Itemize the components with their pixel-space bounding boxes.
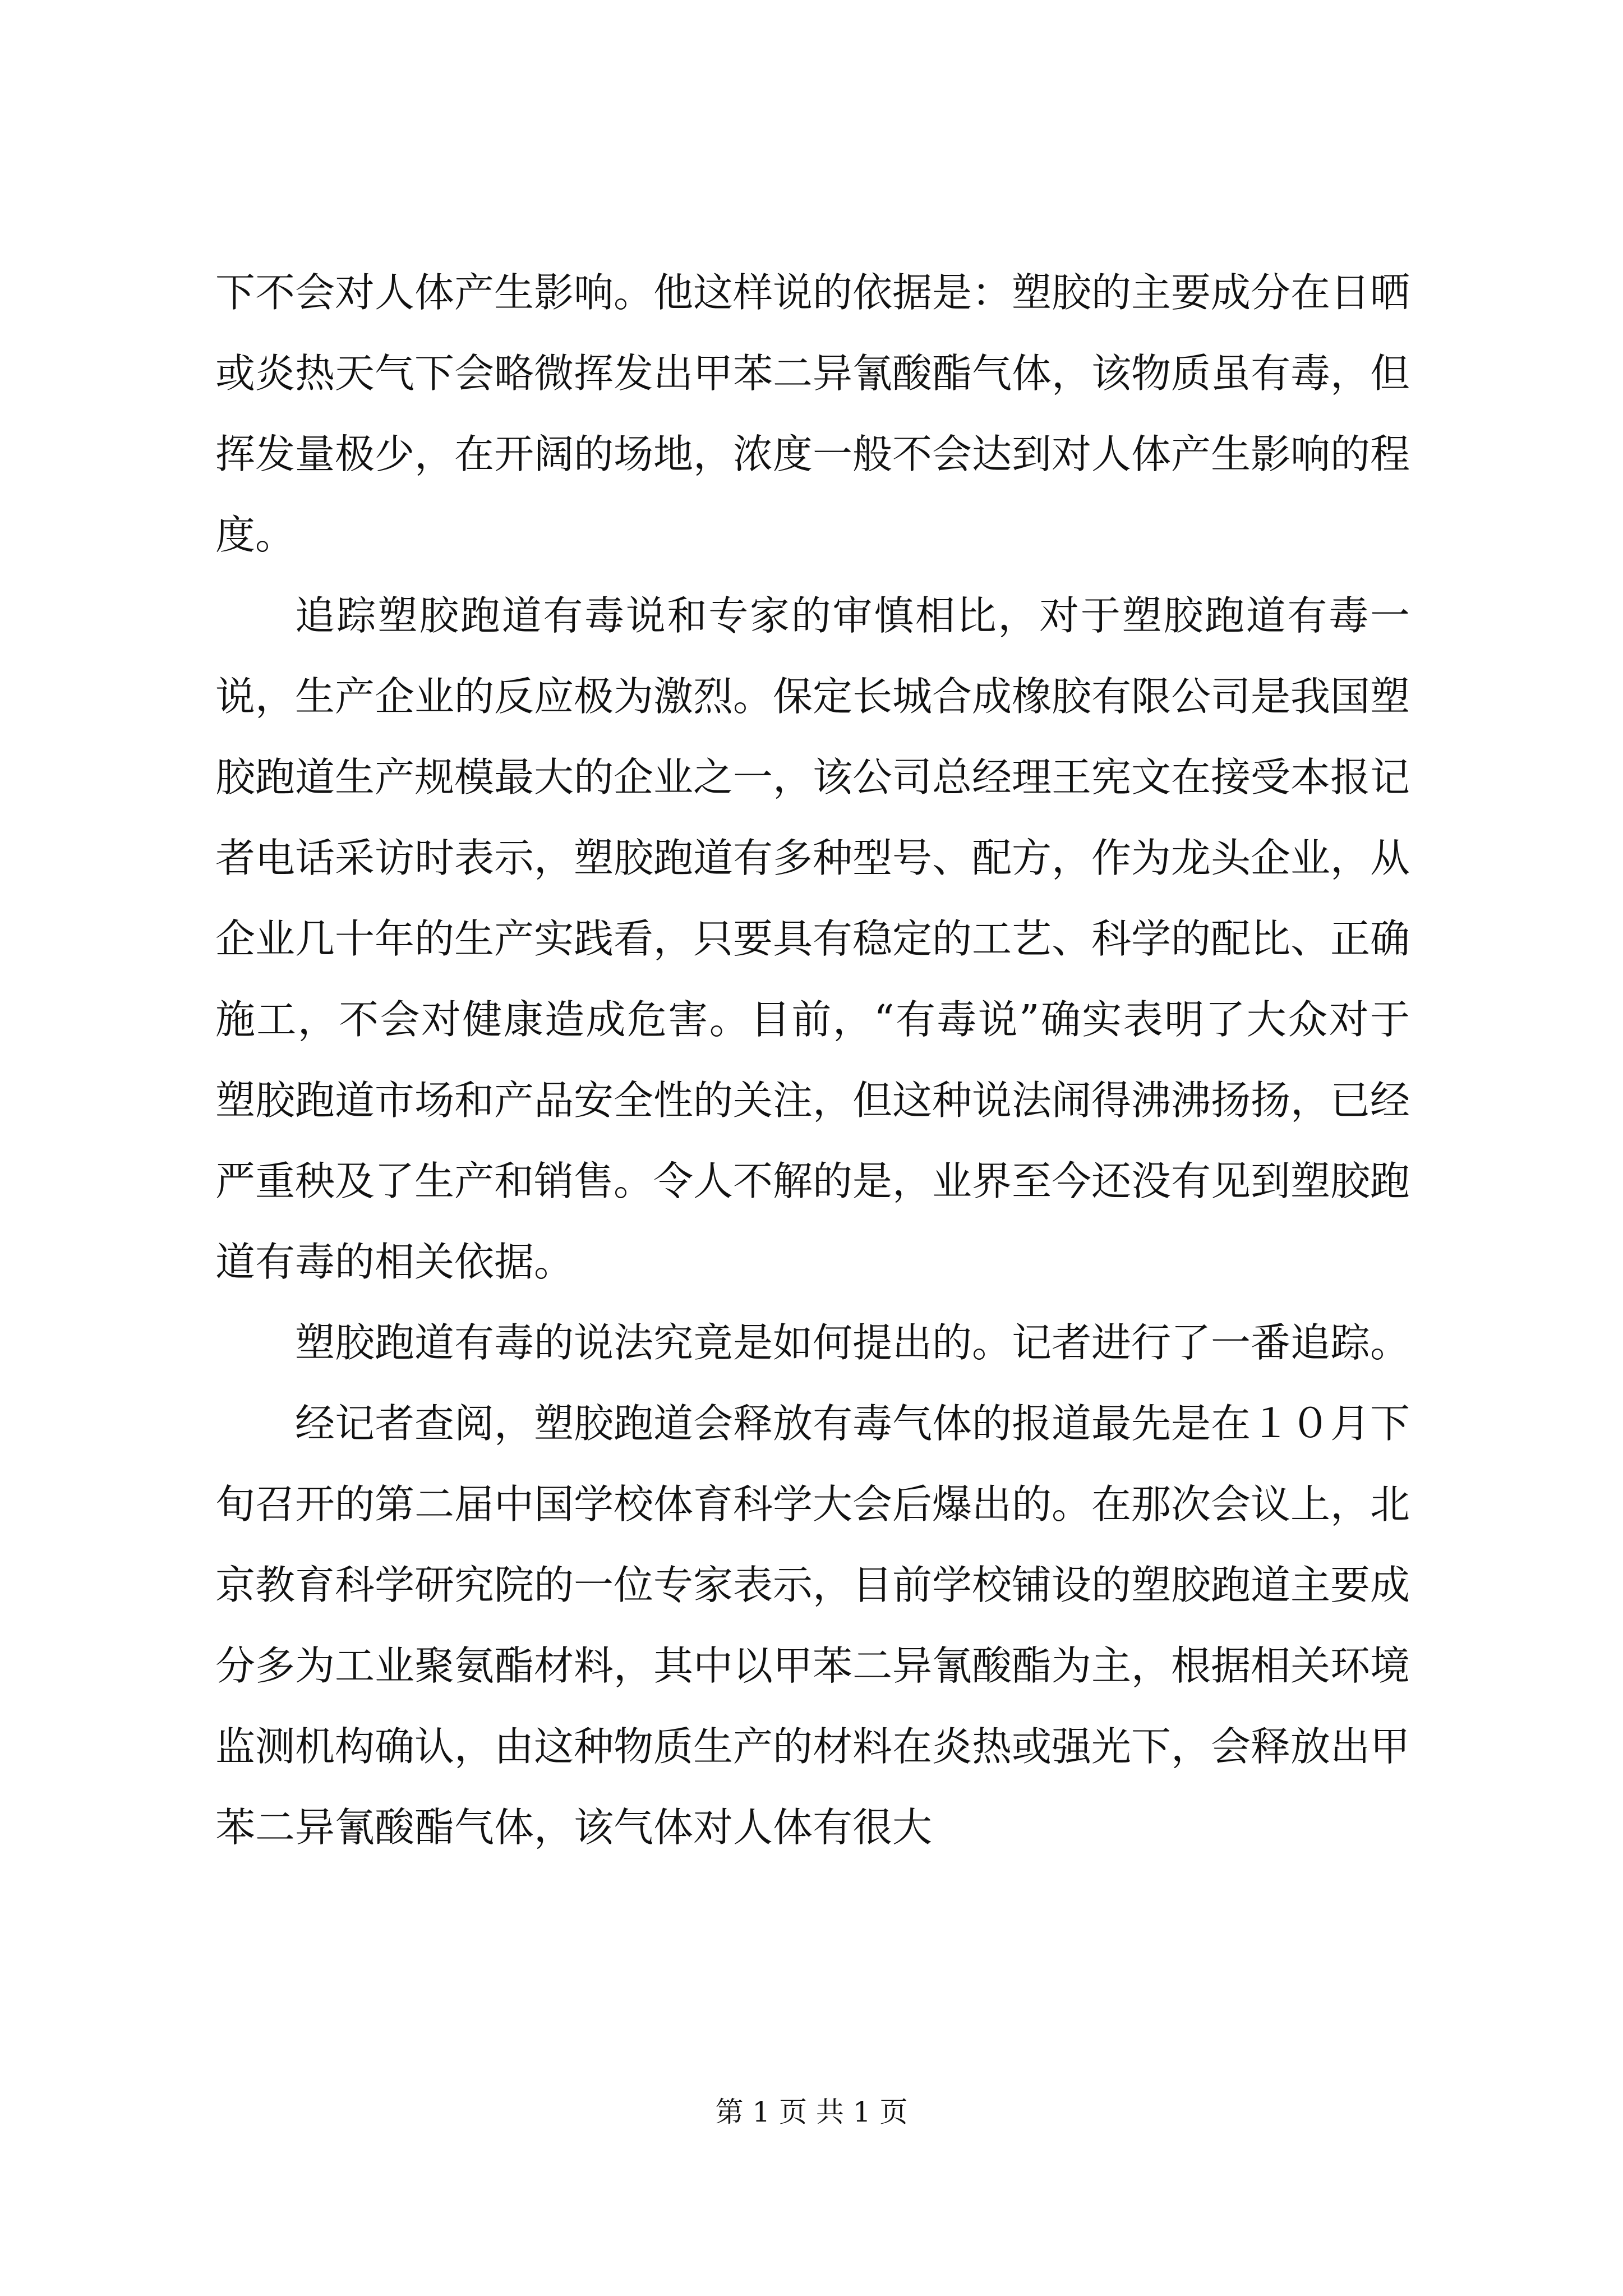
article-body [215,252,1410,1868]
page-footer: 第 1 页 共 1 页 [715,2096,908,2128]
paragraph-continuation: 下不会对人体产生影响。他这样说的依据是：塑胶的主要成分在日晒或炎热天气下会略微挥发出甲苯二异氰酸酯气体，该物质虽有毒，但挥发量极少，在开阔的场地，浓度一般不会达到对人体产生影响的程度。 [215,269,1410,558]
paragraph-origin-question: 塑胶跑道有毒的说法究竟是如何提出的。记者进行了一番追踪。 [295,1319,1410,1366]
paragraph-conference-report: 经记者查阅，塑胶跑道会释放有毒气体的报道最先是在１０月下旬召开的第二届中国学校体育科学大会后爆出的。在那次会议上，北京教育科学研究院的一位专家表示，目前学校铺设的塑胶跑道主要成分多为工业聚氨酯材料，其中以甲苯二异氰酸酯为主，根据相关环境监测机构确认，由这种物质生产的材料在炎热或强光下，会释放出甲苯二异氰酸酯气体，该气体对人体有很大 [215,1400,1410,1851]
paragraph-manufacturer-response: 追踪塑胶跑道有毒说和专家的审慎相比，对于塑胶跑道有毒一说，生产企业的反应极为激烈。保定长城合成橡胶有限公司是我国塑胶跑道生产规模最大的企业之一，该公司总经理王宪文在接受本报记者电话采访时表示，塑胶跑道有多种型号、配方，作为龙头企业，从企业几十年的生产实践看，只要具有稳定的工艺、科学的配比、正确施工，不会对健康造成危害。目前，“有毒说”确实表明了大众对于塑胶跑道市场和产品安全性的关注，但这种说法闹得沸沸扬扬，已经严重秧及了生产和销售。令人不解的是，业界至今还没有见到塑胶跑道有毒的相关依据。 [215,592,1410,1285]
